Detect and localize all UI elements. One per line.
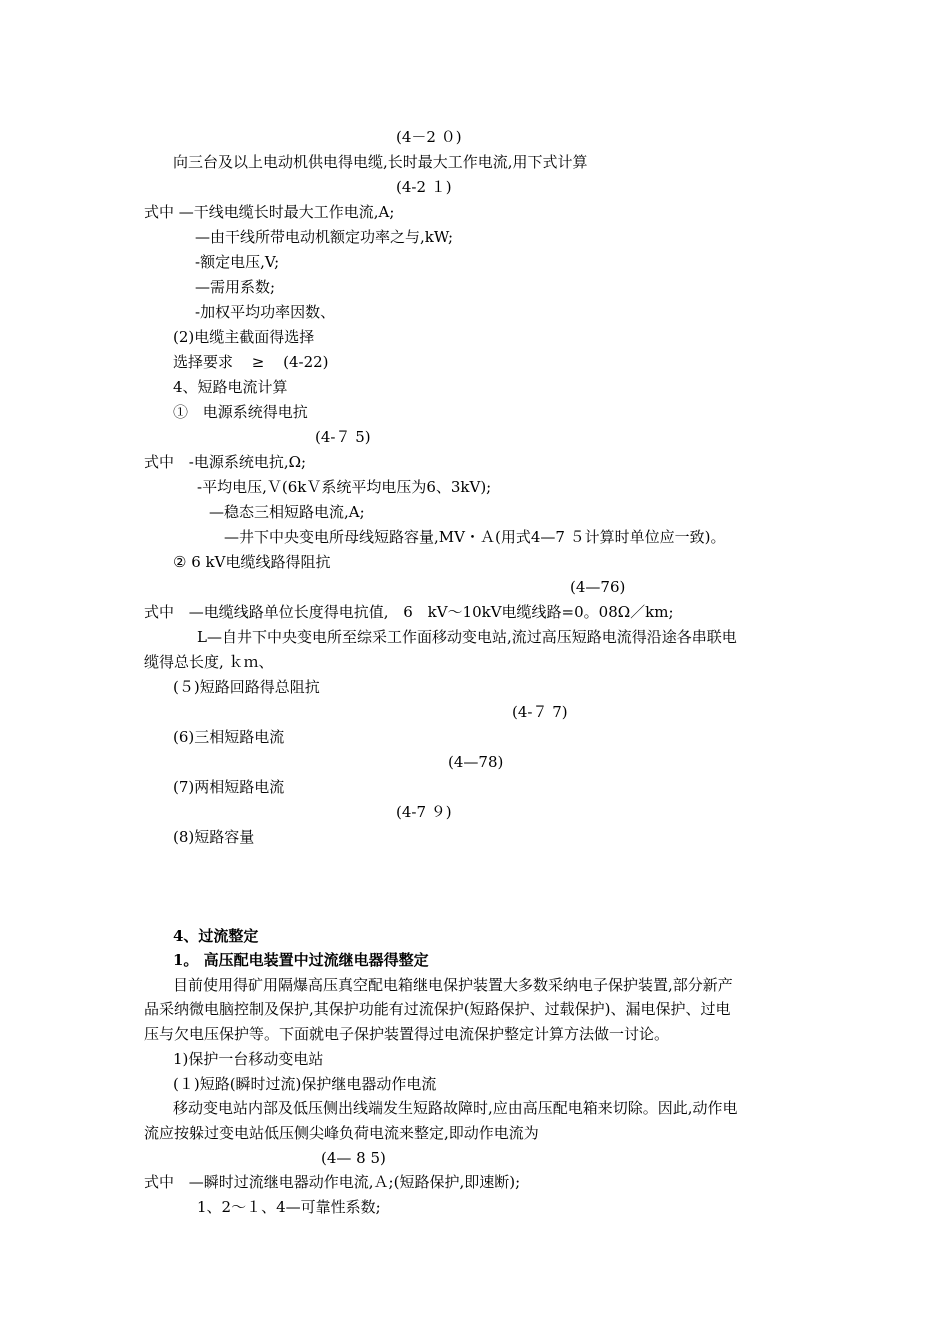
equation-number: (4—78) <box>448 753 504 771</box>
paragraph-line: 式中 —瞬时过流继电器动作电流,Ａ;(短路保护,即速断); <box>144 1173 521 1191</box>
subheading: 1)保护一台移动变电站 <box>173 1050 324 1068</box>
subheading: (５)短路回路得总阻抗 <box>173 678 320 696</box>
paragraph-line: 移动变电站内部及低压侧出线端发生短路故障时,应由高压配电箱来切除。因此,动作电 <box>173 1099 738 1117</box>
paragraph-line: -平均电压,Ｖ(6kＶ系统平均电压为6、3kV); <box>197 478 492 496</box>
subheading: (１)短路(瞬时过流)保护继电器动作电流 <box>173 1075 437 1093</box>
paragraph-line: —稳态三相短路电流,A; <box>209 503 365 521</box>
paragraph-line: —由干线所带电动机额定功率之与,kW; <box>195 228 454 246</box>
equation-number: (4— 8 5) <box>321 1149 386 1167</box>
paragraph-line: 式中 —电缆线路单位长度得电抗值, 6 kV～10kV电缆线路=0。08Ω／km; <box>144 603 674 621</box>
paragraph-line: —需用系数; <box>195 278 276 296</box>
equation-number: (4-７ 7) <box>512 703 568 721</box>
subheading: (6)三相短路电流 <box>173 728 285 746</box>
paragraph-line: 1、2～１、4—可靠性系数; <box>197 1198 381 1216</box>
equation-number: (4-7 ９) <box>396 803 452 821</box>
paragraph-line: 式中 —干线电缆长时最大工作电流,A; <box>144 203 395 221</box>
paragraph-line: -加权平均功率因数、 <box>195 303 336 321</box>
paragraph-line: 向三台及以上电动机供电得电缆,长时最大工作电流,用下式计算 <box>173 153 588 171</box>
subheading: ② 6 kV电缆线路得阻抗 <box>173 553 331 571</box>
subheading: 4、短路电流计算 <box>173 378 288 396</box>
equation-number: (4-７ 5) <box>315 428 371 446</box>
paragraph-line: 选择要求 ≥ (4-22) <box>173 353 329 371</box>
paragraph-line: 品采纳微电脑控制及保护,其保护功能有过流保护(短路保护、过载保护)、漏电保护、过电 <box>144 1000 731 1018</box>
paragraph-line: 缆得总长度, ｋｍ、 <box>144 653 274 671</box>
paragraph-line: 式中 -电源系统电抗,Ω; <box>144 453 307 471</box>
paragraph-line: -额定电压,V; <box>195 253 280 271</box>
equation-number: (4—76) <box>570 578 626 596</box>
equation-number: (4－2 ０) <box>396 128 462 146</box>
paragraph-line: 压与欠电压保护等。下面就电子保护装置得过电流保护整定计算方法做一讨论。 <box>144 1025 670 1043</box>
section-heading: 1。 高压配电装置中过流继电器得整定 <box>173 951 429 969</box>
paragraph-line: 目前使用得矿用隔爆高压真空配电箱继电保护装置大多数采纳电子保护装置,部分新产 <box>173 976 733 994</box>
subheading: (2)电缆主截面得选择 <box>173 328 315 346</box>
equation-number: (4-2 １) <box>396 178 452 196</box>
section-heading: 4、过流整定 <box>173 927 259 945</box>
subheading: (7)两相短路电流 <box>173 778 285 796</box>
paragraph-line: —井下中央变电所母线短路容量,MV・Ａ(用式4—7 ５计算时单位应一致)。 <box>224 528 726 546</box>
subheading: (8)短路容量 <box>173 828 255 846</box>
subheading: ① 电源系统得电抗 <box>173 403 308 421</box>
paragraph-line: 流应按躲过变电站低压侧尖峰负荷电流来整定,即动作电流为 <box>144 1124 539 1142</box>
paragraph-line: L—自井下中央变电所至综采工作面移动变电站,流过高压短路电流得沿途各串联电 <box>197 628 737 646</box>
